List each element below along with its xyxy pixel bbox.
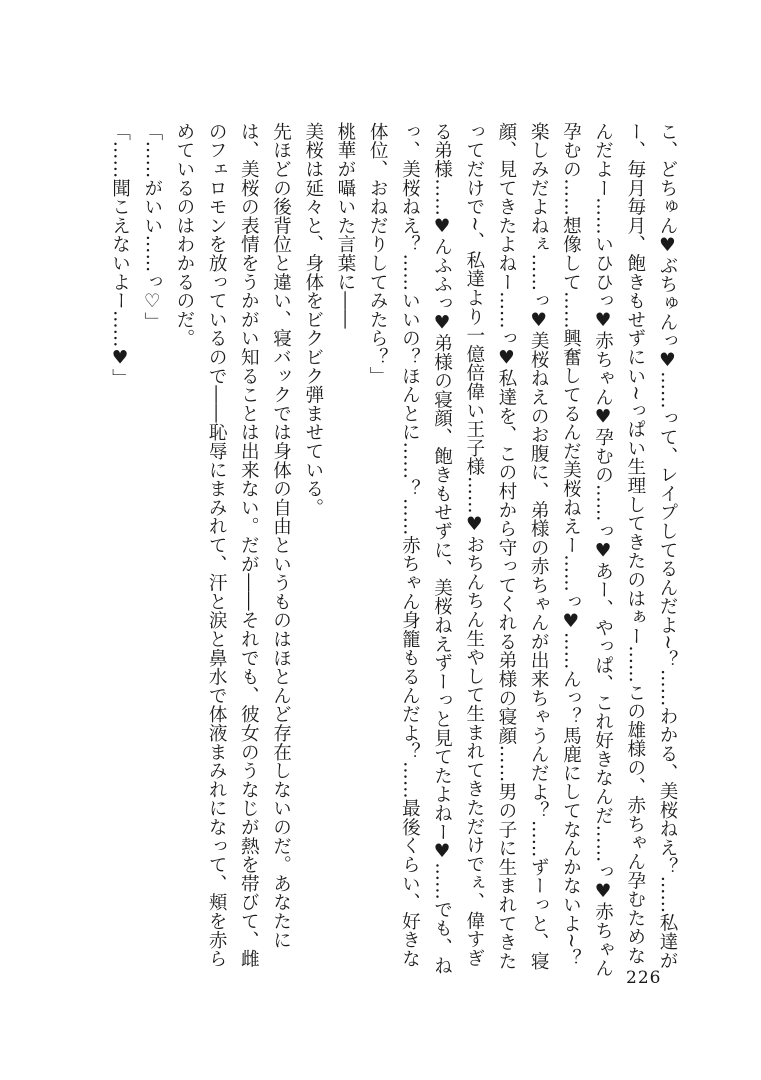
text-line: は、美桜の表情をうかがい知ることは出来ない。だが――それでも、彼女のうなじが熱を帯びて、雌	[238, 122, 260, 968]
text-line: ー、毎月毎月、飽きもせずにい~っぱい生理してきたのはぁー……この雄様の、赤ちゃん孕むためな	[624, 122, 646, 965]
text-line: 楽しみだよねぇ……っ♥美桜ねえのお腹に、弟様の赤ちゃんが出来ちゃうんだよ？……ずーっと、寝	[528, 122, 550, 971]
text-line: 顔、見てきたよねー……っ♥私達を、この村から守ってくれる弟様の寝顔……男の子に生まれてきた	[495, 122, 517, 971]
text-line: 先ほどの後背位と違い、寝バックでは身体の自由というものはほとんど存在しないのだ。あなたに	[270, 122, 292, 950]
text-line: こ、どちゅん♥ぶちゅんっ♥……って、レイプしてるんだよ~？……わかる、美桜ねえ？……私達が	[657, 122, 678, 970]
text-line: 「……がいい……っ♡」	[141, 122, 163, 332]
text-line: ってだけで~、私達より一億倍偉い王子様……♥おちんちん生やして生まれてきただけでぇ、偉すぎ	[463, 122, 485, 968]
text-line: 「……聞こえないよー……♥」	[109, 122, 131, 388]
text-line: る弟様……♥んふふっ♥弟様の寝顔、飽きもせずに、美桜ねえずーっと見てたよねー♥……でも、ね	[431, 122, 453, 976]
text-line: めているのはわかるのだ。	[173, 122, 195, 348]
text-line: んだよー……いひひっ♥赤ちゃん♥孕むの……っ♥あー、やっぱ、これ好きなんだ……っ♥赤ちゃん	[592, 122, 614, 978]
text-line: のフェロモンを放っているので――恥辱にまみれて、汗と涙と鼻水で体液まみれになって、頬を赤ら	[206, 122, 228, 968]
text-line: 体位、おねだりしてみたら？」	[367, 122, 389, 386]
text-line: 桃華が囁いた言葉に――	[334, 122, 356, 329]
page-number: 226	[626, 968, 662, 988]
text-line: 美桜は延々と、身体をビクビク弾ませている。	[302, 122, 324, 517]
text-line: 孕むの……想像して……興奮してるんだ美桜ねえー……っ♥……んっ？馬鹿にしてなんかないよ~？	[560, 122, 582, 968]
text-line: っ、美桜ねえ？……いいの？ほんとに……？……赤ちゃん身籠もるんだよ？……最後くらい、好きな	[399, 122, 421, 968]
